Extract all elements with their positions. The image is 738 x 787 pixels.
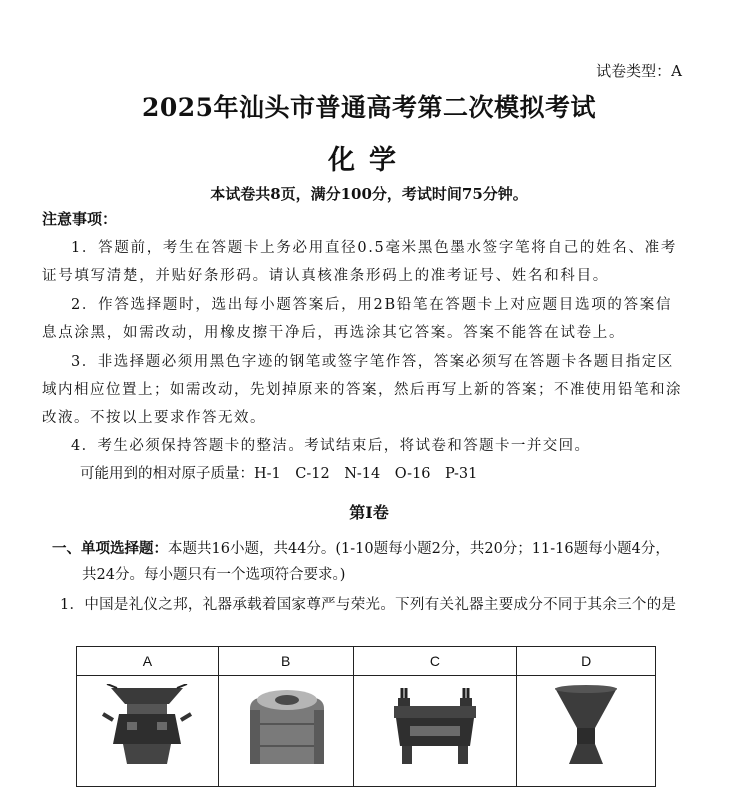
bronze-zun-icon — [97, 684, 197, 764]
notice-item-2: 2．作答选择题时，选出每小题答案后，用2B铅笔在答题卡上对应题目选项的答案信息点涂黑，如需改动，用橡皮擦干净后，再选涂其它答案。答案不能答在试卷上。 — [42, 297, 673, 341]
notice-item-3: 3．非选择题必须用黑色字迹的钢笔或签字笔作答，答案必须写在答题卡各题目指定区域内相应位置上；如需改动，先划掉原来的答案，然后再写上新的答案；不准使用铅笔和涂改液。不按以上要求作答无效。 — [42, 354, 682, 426]
option-label-c: C — [353, 647, 517, 676]
option-cell-d — [517, 676, 656, 787]
section-number: 一、 — [52, 540, 81, 557]
paper-type-label: 试卷类型：A — [596, 62, 682, 80]
section-desc: 本题共16小题，共44分。(1-10题每小题2分，共20分；11-16题每小题4分，共24分。每小题只有一个选项符合要求。) — [82, 541, 670, 583]
bronze-gu-icon — [541, 684, 631, 764]
option-label-b: B — [218, 647, 353, 676]
bronze-ding-icon — [380, 684, 490, 764]
option-cell-a — [77, 676, 219, 787]
option-cell-c — [353, 676, 517, 787]
options-header-row — [77, 647, 656, 676]
notice-item-1: 1．答题前，考生在答题卡上务必用直径0.5毫米黑色墨水签字笔将自己的姓名、准考证号填写清楚，并贴好条形码。请认真核准条形码上的准考证号、姓名和科目。 — [42, 240, 678, 284]
subject-title: 化学 — [328, 145, 410, 176]
notice-heading: 注意事项： — [42, 210, 118, 228]
option-cell-b — [218, 676, 353, 787]
section-heading — [52, 536, 684, 588]
volume-title: 第Ⅰ卷 — [349, 503, 389, 522]
exam-title: 2025年汕头市普通高考第二次模拟考试 — [141, 93, 597, 122]
option-label-a: A — [77, 647, 219, 676]
option-label-d: D — [517, 647, 656, 676]
notice-item-4: 4．考生必须保持答题卡的整洁。考试结束后，将试卷和答题卡一并交回。 — [71, 438, 591, 454]
section-name: 单项选择题： — [81, 540, 168, 557]
atomic-masses: 可能用到的相对原子质量：H-1 C-12 N-14 O-16 P-31 — [80, 466, 478, 482]
question-1: 1．中国是礼仪之邦，礼器承载着国家尊严与荣光。下列有关礼器主要成分不同于其余三个的是 — [60, 597, 677, 613]
exam-info: 本试卷共8页，满分100分，考试时间75分钟。 — [210, 185, 528, 203]
options-table — [76, 646, 656, 787]
options-image-row — [77, 676, 656, 787]
jade-cong-icon — [236, 684, 336, 764]
